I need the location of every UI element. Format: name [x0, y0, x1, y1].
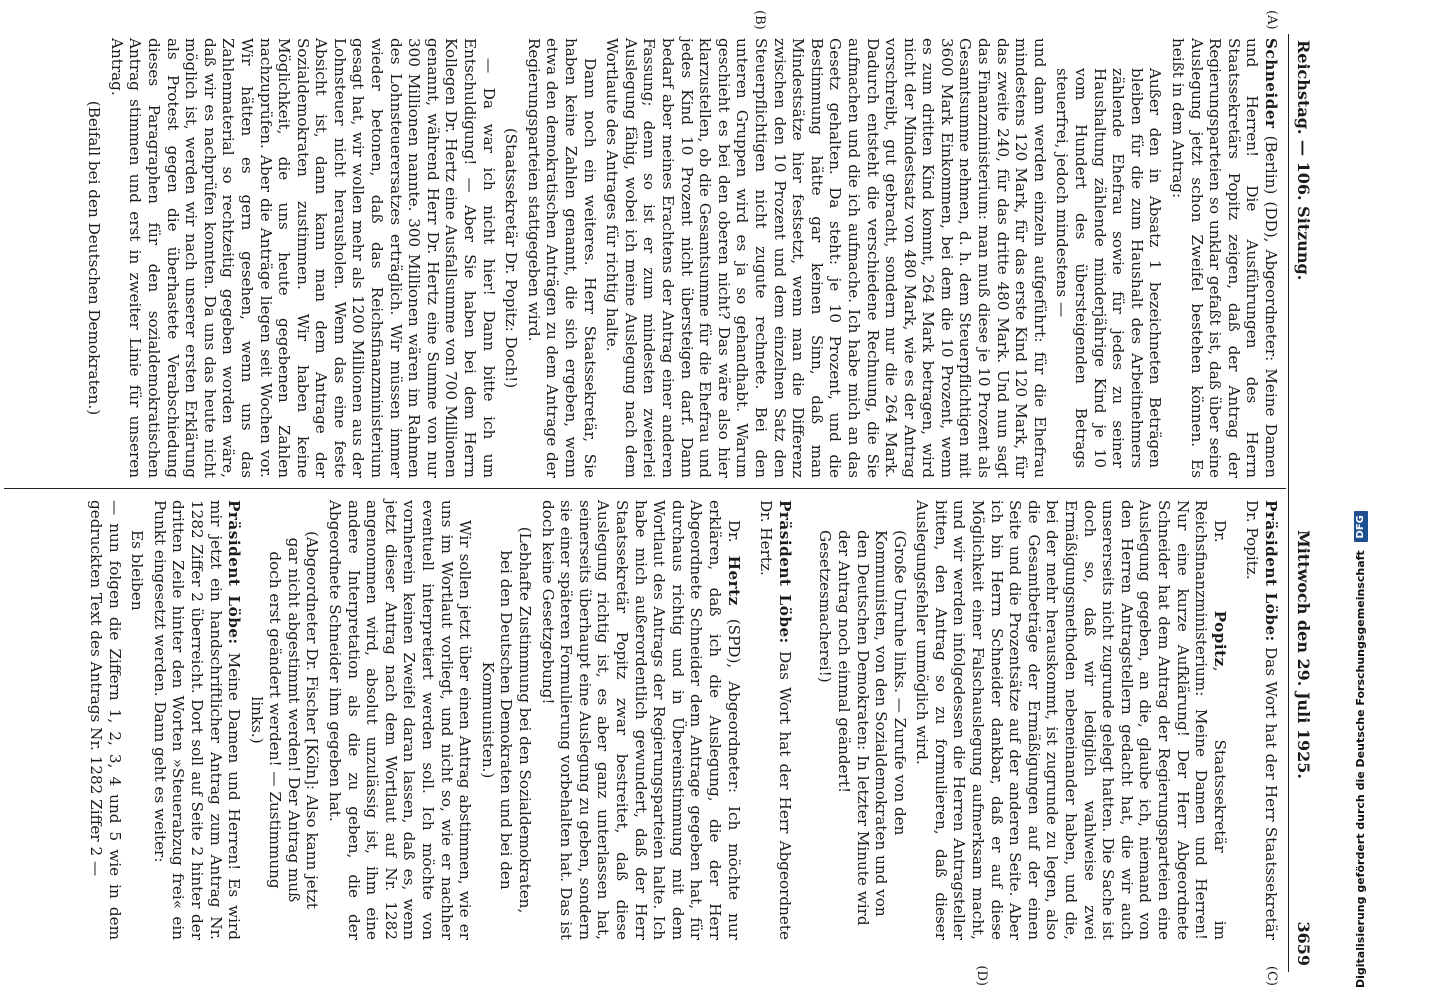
speech-schneider: [1168, 38, 1280, 478]
paragraph: und dann werden einzeln aufgeführt: für die Ehefrau mindestens 120 Mark, für das erste Kind 120 Mark, für das zweite 240, für das dritte 480 Mark. Und nun sagt das Finanzministerium: man muß diese je 10 Prozent als Gesamtsumme nehmen, d. h. dem Steuerpflichtigen mit 3600 Mark Einkommen, bei dem die 10 Prozent, wenn es zum dritten Kind kommt, 264 Mark betragen, wird nicht der Mindestsatz von 480 Mark, wie es der Antrag vorschreibt, gut gebracht, sondern nur die 264 Mark. Dadurch entsteht die verschiedene Rechnung, die Sie aufmachen und die ich aufmache. Ich habe mich an das Gesetz gehalten. Da steht: je 10 Prozent, und die Bestimmung hätte gar keinen Sinn, daß man Mindestsätze hier festsetzt, wenn man die Differenz zwischen den 10 Prozent und dem einzelnen Satz den Steuerpflichtigen nicht zugute rechnete. Bei den unteren Gruppen wird es ja so gehandhabt. Warum geschieht es bei den oberen nicht? Das wäre also hier klarzustellen, ob die Gesamtsumme für die Ehefrau und jedes Kind 10 Prozent nicht übersteigen darf. Dann bedarf aber meines Erachtens der Antrag einer anderen Fassung; denn so ist er zum mindesten zweierlei Auslegung fähig, wobei ich meine Auslegung nach dem Wortlaute des Antrages für richtig halte.: [603, 38, 1049, 478]
column-divider: [4, 488, 1286, 489]
speech-hertz: [538, 500, 743, 940]
applause-note: (Beifall bei den Deutschen Demokraten.): [85, 100, 104, 416]
reichstag-page: [0, 4, 1320, 984]
right-column: [82, 500, 1280, 940]
speaker-name: Schneider: [1262, 38, 1280, 129]
margin-mark-d: (D): [974, 965, 989, 986]
interjection: (Abgeordneter Dr. Fischer [Köln]: Also kann jetzt gar nicht abgestimmt werden! Der Antrag muß doch erst geändert werden! — Zustimmung links.): [247, 530, 322, 910]
dfg-logo-icon: DFG: [1354, 511, 1368, 542]
paragraph-text: Das Wort hat der Herr Staatssekretär Dr. Popitz.: [1243, 500, 1280, 940]
president-statement: [150, 500, 243, 940]
paragraph-text: Meine Damen und Herren! Es wird mir jetzt ein handschriftlicher Antrag zum Antrag Nr. 1282 Ziffer 2 überreicht. Dort soll auf Seite 2 hinter der dritten Zeile hinter den Worten »Steuerabzug frei« ein Punkt eingesetzt werden. Dann geht es weiter:: [150, 500, 244, 940]
speaker-name: Präsident Löbe:: [1262, 500, 1280, 642]
paragraph-text: (Berlin) (DD), Abgeordneter: Meine Damen und Herren! Die Ausführungen des Herrn Staatssekretärs Popitz zeigen, daß der Antrag der Regierungsparteien so unklar gefaßt ist, daß über seine Auslegung jetzt schon Zweifel bestehen können. Es heißt in dem Antrag:: [1169, 38, 1280, 478]
applause-note: (Lebhafte Zustimmung bei den Sozialdemokraten, bei den Deutschen Demokraten und bei den Kommunisten.): [478, 526, 535, 914]
paragraph-text: (SPD), Abgeordneter: Ich möchte nur erklären, daß ich die Auslegung, die der Herr Abgeordnete Schneider dem Antrage gegeben hat, für durchaus richtig und in Übereinstimmung mit dem Wortlaut des Antrags der Regierungsparteien halte. Ich habe mich außerordentlich gewundert, daß der Herr Staatssekretär Popitz zwar bestreitet, daß diese Auslegung richtig ist, es aber ganz unterlassen hat, seinerseits überhaupt eine Auslegung zu geben, sondern sie einer späteren Formulierung vorbehalten hat. Das ist doch keine Gesetzgebung!: [538, 500, 743, 940]
paragraph: — nun folgen die Ziffern 1, 2, 3, 4 und 5 wie in dem gedruckten Text des Antrags Nr. 1282 Ziffer 2 —: [86, 500, 124, 940]
paragraph-text: Das Wort hat der Herr Abgeordnete Dr. Hertz.: [757, 500, 794, 940]
paragraph: Dann noch ein weiteres. Herr Staatssekretär, Sie haben keine Zahlen genannt, die sich ergeben, wenn etwa den demokratischen Anträgen zu dem Antrage der Regierungsparteien stattgegeben wird.: [524, 38, 599, 478]
speaker-name: Präsident Löbe:: [775, 500, 794, 644]
paragraph-text: , Staatssekretär im Reichsfinanzministerium: Meine Damen und Herren! Nur eine kurze Aufklärung! Der Herr Abgeordnete Schneider hat dem Antrag der Regierungsparteien eine Auslegung gegeben, an die, glaube ich, niemand von den Herren Antragstellern gedacht hat, die wir auch unsererseits nicht zugrunde gelegt hatten. Die Sache ist doch so, daß wir lediglich wahlweise zwei Ermäßigungsmethoden nebeneinander haben, und die, bei der mehr herauskommt, ist zugrunde zu legen, also die Gesamtbeträge der Ermäßigungen auf der einen Seite und die Prozentsätze auf der anderen Seite. Aber ich bin Herrn Schneider dankbar, daß er auf diese Möglichkeit einer Falschauslegung aufmerksam macht, und wir werden infolgedessen die Herren Antragsteller bitten, den Antrag so zu formulieren, daß dieser Auslegungsfehler unmöglich wird.: [913, 500, 1229, 940]
page-header: [1290, 34, 1316, 972]
speaker-name: Präsident Löbe:: [225, 500, 244, 645]
speech-popitz: [913, 500, 1229, 940]
interjection: (Staatssekretär Dr. Popitz: Doch!): [502, 127, 521, 389]
speaker-name: Popitz: [1210, 610, 1229, 667]
paragraph: Wir sollen jetzt über einen Antrag abstimmen, wie er uns im Wortlaut vorliegt, und nicht so, wie er nachher eventuell interpretiert werden soll. Ich möchte von vornherein keinen Zweifel daran lassen, daß es, wenn jetzt dieser Antrag nach dem Wortlaut auf Nr. 1282 angenommen wird, absolut unzulässig ist, ihm eine andere Interpretation als die zu geben, die der Abgeordnete Schneider ihm gegeben hat.: [326, 500, 475, 940]
speaker-name: Hertz: [724, 555, 743, 606]
president-statement: [757, 500, 794, 940]
margin-mark-c: (C): [1264, 965, 1279, 986]
credit-text: Digitalisierung gefördert durch die Deutsche Forschungsgemeinschaft: [1354, 550, 1367, 988]
digitization-credit: [1336, 8, 1430, 988]
interjection: (Große Unruhe links. — Zurufe von den Kommunisten, von den Sozialdemokraten und von den Deutschen Demokraten: In letzter Minute wird der Antrag noch einmal geändert! Gesetzesmacherei!): [816, 530, 909, 926]
speaker-title: Dr.: [1210, 520, 1229, 611]
credit-line: [1350, 8, 1372, 988]
quoted-motion: Außer den in Absatz 1 bezeichneten Beträgen bleiben für die zum Haushalt des Arbeitnehmers zählende Ehefrau sowie für jedes zu seiner Haushaltung zählende minderjährige Kind je 10 vom Hundert des übersteigenden Betrags steuerfrei, jedoch mindestens —: [1053, 68, 1165, 468]
speaker-title: Dr.: [724, 520, 743, 556]
margin-mark-b: (B): [752, 10, 767, 30]
running-title-left: Reichstag. — 106. Sitzung.: [1294, 40, 1313, 281]
page-number: 3659: [1294, 921, 1313, 966]
margin-mark-a: (A): [1264, 10, 1279, 30]
quoted-text: Es bleiben: [128, 530, 147, 611]
left-column: [81, 38, 1280, 478]
running-title-right: Mittwoch den 29. Juli 1925.: [1294, 530, 1313, 779]
president-statement: [1243, 500, 1280, 940]
header-rule: [1288, 34, 1289, 972]
paragraph: — Da war ich nicht hier! Dann bitte ich um Entschuldigung! — Aber Sie haben bei dem Herrn Kollegen Dr. Hertz eine Ausfallsumme von 700 Millionen genannt, während Herr Dr. Hertz eine Summe von nur 300 Millionen nannte. 300 Millionen wären im Rahmen des Lohnsteuerersatzes erträglich. Wir müssen immer wieder betonen, daß das Reichsfinanzministerium gesagt hat, wir wollen mehr als 1200 Millionen aus der Lohnsteuer nicht herausholen. Wenn das eine feste Absicht ist, dann kann man dem Antrage der Sozialdemokraten zustimmen. Wir haben keine Möglichkeit, die uns heute gegebenen Zahlen nachzuprüfen. Aber die Anträge liegen seit Wochen vor. Wir hätten es gern gesehen, wenn uns das Zahlenmaterial so rechtzeitig gegeben worden wäre, daß wir es nachprüfen konnten. Da uns das heute nicht möglich ist, werden wir nach unserer ersten Erklärung als Protest gegen die überhastete Verabschiedung dieses Paragraphen für den sozialdemokratischen Antrag stimmen und erst in zweiter Linie für unseren Antrag.: [107, 38, 498, 478]
